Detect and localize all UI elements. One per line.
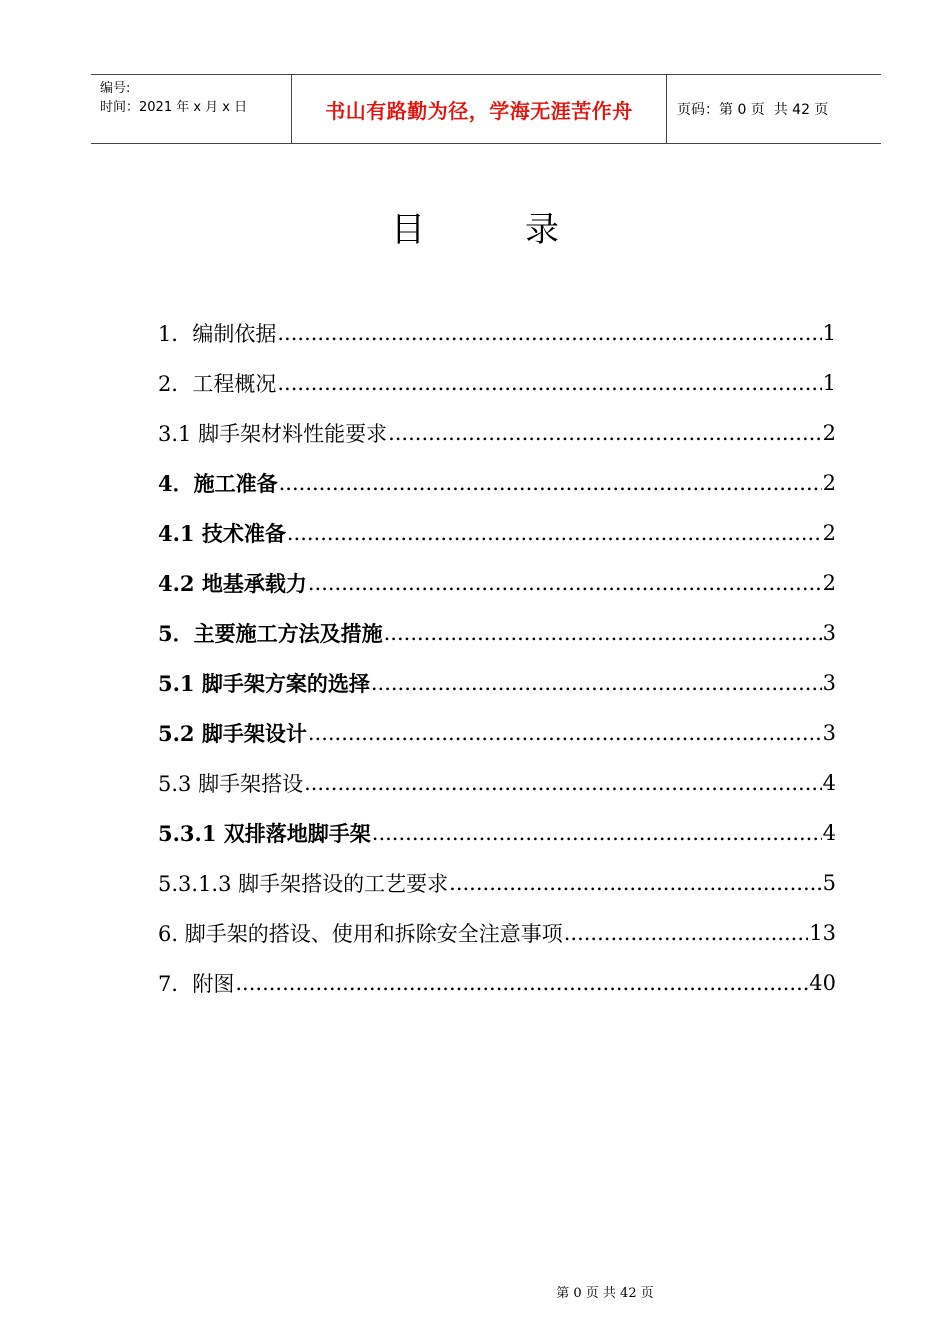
toc-title-char-2: 录 <box>525 210 559 250</box>
toc-entry[interactable] <box>158 508 836 558</box>
toc-entry-leader-dots <box>449 871 821 895</box>
toc-entry-page-number: 4 <box>822 771 836 795</box>
header-page-info <box>667 75 881 143</box>
toc-entry-leader-dots <box>371 671 822 695</box>
toc-entry[interactable] <box>158 308 836 358</box>
toc-entry-page-number: 3 <box>822 621 836 645</box>
toc-entry-label: 7．附图 <box>158 972 235 996</box>
toc-entry-leader-dots <box>277 371 821 395</box>
toc-entry-page-number: 1 <box>822 321 836 345</box>
toc-entry-label: 4．施工准备 <box>158 471 278 496</box>
toc-entry[interactable] <box>158 958 836 1008</box>
toc-entry-page-number: 3 <box>822 721 836 745</box>
toc-entry[interactable] <box>158 858 836 908</box>
toc-entry-leader-dots <box>304 771 822 795</box>
toc-entry-label: 1．编制依据 <box>158 322 277 346</box>
header-motto: 书山有路勤为径，学海无涯苦作舟 <box>292 75 667 143</box>
page-footer: 第 0 页 共 42 页 <box>556 1286 654 1301</box>
table-of-contents <box>158 308 836 1008</box>
toc-entry-leader-dots <box>279 471 822 495</box>
header-meta <box>91 75 292 143</box>
toc-entry-label: 5.3.1.3 脚手架搭设的工艺要求 <box>158 872 449 896</box>
toc-entry-page-number: 2 <box>822 421 836 445</box>
toc-entry[interactable] <box>158 358 836 408</box>
toc-entry-label: 3.1 脚手架材料性能要求 <box>158 422 388 446</box>
toc-entry-leader-dots <box>308 721 822 745</box>
toc-entry-page-number: 2 <box>822 571 836 595</box>
toc-entry-page-number: 40 <box>809 971 836 995</box>
toc-entry[interactable] <box>158 658 836 708</box>
toc-entry-label: 5．主要施工方法及措施 <box>158 621 383 646</box>
toc-entry-page-number: 2 <box>822 471 836 495</box>
toc-entry-leader-dots <box>277 321 821 345</box>
page-header <box>91 74 881 144</box>
toc-entry[interactable] <box>158 408 836 458</box>
toc-entry[interactable] <box>158 608 836 658</box>
toc-entry[interactable] <box>158 558 836 608</box>
toc-entry-label: 4.2 地基承载力 <box>158 571 307 596</box>
toc-entry-leader-dots <box>372 821 822 845</box>
toc-entry-leader-dots <box>564 921 809 945</box>
document-number-label: 编号: <box>100 81 131 96</box>
toc-entry[interactable] <box>158 808 836 858</box>
document-time-label: 时间：2021 年 x 月 x 日 <box>100 100 248 115</box>
toc-entry-page-number: 1 <box>822 371 836 395</box>
toc-entry-page-number: 4 <box>822 821 836 845</box>
toc-title <box>0 202 950 251</box>
toc-entry-label: 6. 脚手架的搭设、使用和拆除安全注意事项 <box>158 922 563 946</box>
toc-entry-page-number: 3 <box>822 671 836 695</box>
header-page-info-text: 页码：第 0 页 共 42 页 <box>677 102 829 118</box>
toc-entry-label: 2．工程概况 <box>158 372 277 396</box>
toc-entry-page-number: 5 <box>822 871 836 895</box>
toc-entry-leader-dots <box>384 621 822 645</box>
toc-entry[interactable] <box>158 908 836 958</box>
toc-entry-leader-dots <box>308 571 822 595</box>
toc-title-char-1: 目 <box>391 210 425 250</box>
toc-entry-leader-dots <box>235 971 808 995</box>
toc-entry[interactable] <box>158 758 836 808</box>
toc-entry-label: 5.3 脚手架搭设 <box>158 772 304 796</box>
toc-entry-leader-dots <box>388 421 822 445</box>
toc-entry-leader-dots <box>287 521 822 545</box>
toc-entry-page-number: 13 <box>809 921 836 945</box>
toc-entry[interactable] <box>158 708 836 758</box>
toc-entry-label: 4.1 技术准备 <box>158 521 286 546</box>
toc-entry-label: 5.1 脚手架方案的选择 <box>158 671 370 696</box>
toc-entry-label: 5.2 脚手架设计 <box>158 721 307 746</box>
toc-entry-label: 5.3.1 双排落地脚手架 <box>158 821 371 846</box>
toc-entry[interactable] <box>158 458 836 508</box>
toc-entry-page-number: 2 <box>822 521 836 545</box>
